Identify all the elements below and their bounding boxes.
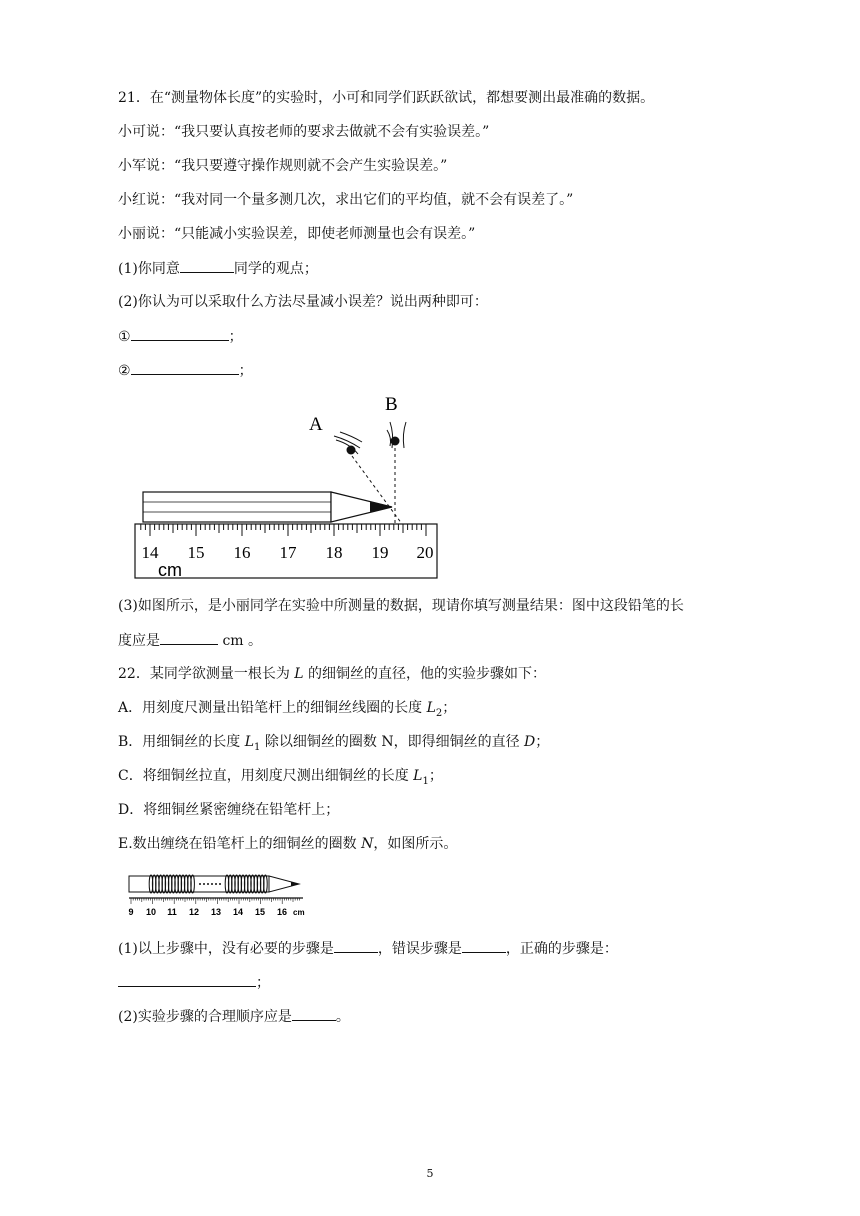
answer-blank[interactable] bbox=[131, 326, 229, 341]
step-c-text: C．将细铜丝拉直，用刻度尺测出细铜丝的长度 bbox=[118, 768, 414, 784]
semicolon: ； bbox=[228, 329, 243, 345]
ruler-label: 19 bbox=[371, 543, 389, 562]
q22-sub1-b: ，错误步骤是 bbox=[377, 941, 462, 957]
var-l: L bbox=[426, 700, 436, 716]
q21-sub3-line2 bbox=[118, 630, 262, 651]
ruler-label: 15 bbox=[254, 907, 266, 917]
q22-sub2 bbox=[118, 1006, 350, 1027]
answer-blank[interactable] bbox=[160, 630, 218, 645]
ruler-label: 14 bbox=[232, 907, 244, 917]
var-l: L bbox=[413, 768, 423, 784]
q21-sub3-line1: (3)如图所示，是小丽同学在实验中所测量的数据，现请你填写测量结果：图中这段铅笔的长 bbox=[118, 598, 684, 614]
q22-intro-post: 的细铜丝的直径，他的实验步骤如下： bbox=[303, 666, 547, 682]
ruler-unit: cm bbox=[158, 560, 182, 580]
q21-sub1-post: 同学的观点； bbox=[233, 261, 318, 277]
eye-b-label: B bbox=[385, 394, 398, 415]
q21-intro: 21．在“测量物体长度”的实验时，小可和同学们跃跃欲试，都想要测出最准确的数据。 bbox=[118, 90, 655, 106]
eye-b-icon bbox=[387, 422, 406, 448]
pencil bbox=[143, 492, 392, 522]
option-marker: ① bbox=[118, 329, 131, 345]
option-marker: ② bbox=[118, 363, 131, 379]
q22-step-a bbox=[118, 698, 456, 724]
var-n: N bbox=[361, 836, 374, 852]
q22-step-c bbox=[118, 766, 443, 792]
subscript: 1 bbox=[254, 741, 261, 753]
q22-intro bbox=[118, 664, 546, 684]
semicolon: ； bbox=[428, 768, 443, 784]
ruler-label: 20 bbox=[416, 543, 434, 562]
q22-intro-pre: 22．某同学欲测量一根长为 bbox=[118, 666, 295, 682]
q22-sub1-answer bbox=[118, 972, 270, 993]
q22-sub2-post: 。 bbox=[335, 1009, 350, 1025]
answer-blank[interactable] bbox=[334, 938, 378, 953]
step-b-mid: 除以细铜丝的圈数 N，即得细铜丝的直径 bbox=[260, 734, 525, 750]
q21-sub3-pre: 度应是 bbox=[118, 633, 160, 649]
q21-statement-2: 小军说：“我只要遵守操作规则就不会产生实验误差。” bbox=[118, 158, 448, 174]
ruler-unit: cm bbox=[293, 908, 305, 917]
q21-sub1-pre: (1)你同意 bbox=[118, 261, 180, 277]
q22-step-b bbox=[118, 732, 549, 758]
q21-sub3-post: cm 。 bbox=[218, 633, 263, 649]
answer-blank[interactable] bbox=[131, 360, 239, 375]
ruler bbox=[135, 524, 437, 580]
step-e-text: E.数出缠绕在铅笔杆上的细铜丝的圈数 bbox=[118, 836, 362, 852]
ruler-label: 14 bbox=[141, 543, 159, 562]
coil-pencil-figure bbox=[127, 862, 311, 920]
q22-step-d: D．将细铜丝紧密缠绕在铅笔杆上； bbox=[118, 802, 340, 818]
eye-a-label: A bbox=[309, 414, 323, 435]
wire-coil-left bbox=[149, 875, 194, 893]
page-number: 5 bbox=[426, 1167, 434, 1180]
ruler bbox=[128, 898, 304, 917]
ruler-label: 11 bbox=[167, 907, 177, 917]
ruler-label: 9 bbox=[128, 907, 134, 917]
ruler-label: 13 bbox=[210, 907, 222, 917]
step-e-post: ，如图所示。 bbox=[373, 836, 458, 852]
ruler-label: 16 bbox=[233, 543, 251, 562]
step-b-text: B．用细铜丝的长度 bbox=[118, 734, 245, 750]
var-d: D bbox=[524, 734, 536, 750]
step-a-text: A．用刻度尺测量出铅笔杆上的细铜丝线圈的长度 bbox=[118, 700, 427, 716]
q21-statement-1: 小可说：“我只要认真按老师的要求去做就不会有实验误差。” bbox=[118, 124, 490, 140]
q21-statement-3: 小红说：“我对同一个量多测几次，求出它们的平均值，就不会有误差了。” bbox=[118, 192, 574, 208]
q22-sub1-c: ，正确的步骤是： bbox=[505, 941, 618, 957]
semicolon: ； bbox=[442, 700, 457, 716]
semicolon: ； bbox=[256, 975, 270, 991]
semicolon: ； bbox=[238, 363, 253, 379]
ruler-label: 16 bbox=[276, 907, 288, 917]
ruler-label: 10 bbox=[145, 907, 157, 917]
q21-option-2 bbox=[118, 360, 253, 381]
q22-sub1 bbox=[118, 938, 618, 959]
q22-sub1-a: (1)以上步骤中，没有必要的步骤是 bbox=[118, 941, 334, 957]
pencil bbox=[129, 876, 299, 892]
ruler-label: 15 bbox=[187, 543, 205, 562]
var-l: L bbox=[244, 734, 255, 750]
ruler-label: 18 bbox=[325, 543, 343, 562]
ruler-label: 12 bbox=[188, 907, 200, 917]
semicolon: ； bbox=[535, 734, 550, 750]
q21-statement-4: 小丽说：“只能减小实验误差，即使老师测量也会有误差。” bbox=[118, 226, 476, 242]
answer-blank[interactable] bbox=[292, 1006, 336, 1021]
var-l: L bbox=[294, 666, 304, 682]
q22-step-e bbox=[118, 834, 457, 854]
subscript: 2 bbox=[435, 707, 443, 719]
answer-blank[interactable] bbox=[180, 258, 234, 273]
pencil-ruler-figure bbox=[130, 388, 442, 580]
q22-sub2-pre: (2)实验步骤的合理顺序应是 bbox=[118, 1009, 292, 1025]
answer-blank[interactable] bbox=[462, 938, 506, 953]
q21-sub2: (2)你认为可以采取什么方法尽量减小误差？说出两种即可： bbox=[118, 294, 488, 310]
q21-sub1 bbox=[118, 258, 318, 279]
subscript: 1 bbox=[422, 775, 429, 787]
q21-option-1 bbox=[118, 326, 243, 347]
ruler-label: 17 bbox=[279, 543, 297, 562]
answer-blank[interactable] bbox=[118, 972, 256, 987]
eye-a-icon bbox=[334, 432, 362, 455]
